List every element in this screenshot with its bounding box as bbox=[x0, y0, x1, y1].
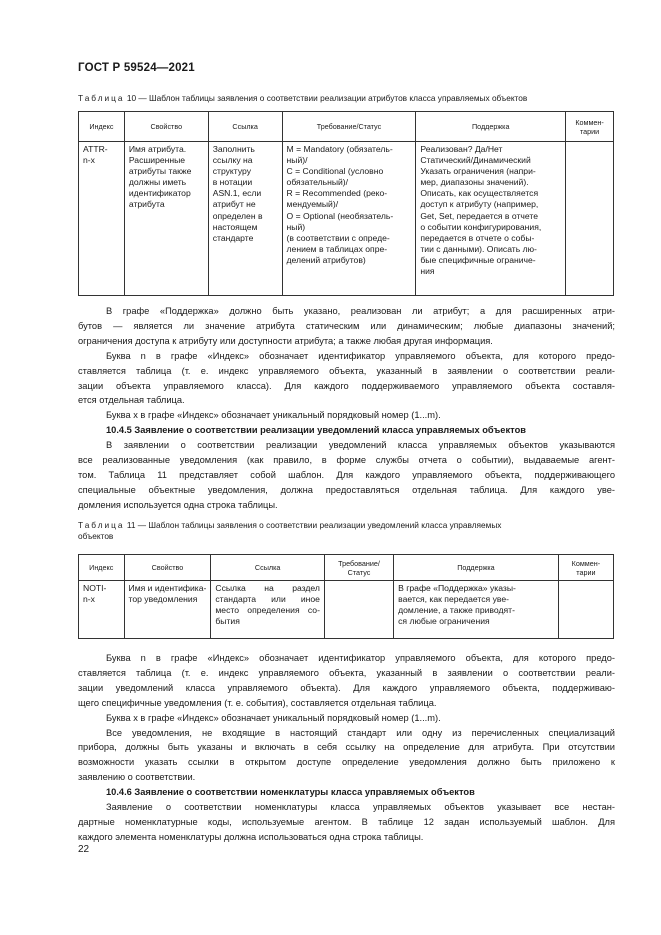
cell-text-line: Заполнить bbox=[212, 144, 255, 154]
table10-row bbox=[79, 142, 614, 296]
table11-header-requirement bbox=[324, 555, 393, 581]
body-text-line: зации уведомлений класса управляемого объекта). Для каждого управляемого объекта, поддерживаю- bbox=[78, 682, 615, 693]
table11-header-row bbox=[79, 555, 614, 581]
body-text-line: домления используется одна строка таблицы. bbox=[78, 499, 278, 510]
header-text-line: Требование/ bbox=[338, 558, 380, 568]
table11-cell-comments bbox=[558, 581, 613, 639]
cell-text-line: С = Conditional (условно bbox=[286, 166, 384, 177]
table11-cell-reference bbox=[211, 581, 325, 639]
cell-text-line: атрибут не bbox=[212, 199, 256, 210]
header-text-line: Требование/Статус bbox=[316, 122, 382, 131]
cell-text-line: Ссылка на раздел bbox=[215, 583, 320, 593]
table10-cell-reference bbox=[208, 142, 282, 296]
cell-text-line: о событии конфигурирования, bbox=[420, 221, 542, 232]
body-text-line: В графе «Поддержка» должно быть указано, реализован ли атрибут; а для расширенных атри- bbox=[106, 306, 615, 316]
body-text-line: Заявление о соответствии номенклатуры класса управляемых объектов указывает все нестан- bbox=[106, 802, 615, 813]
cell-text-line: тии с данными). Описать лю- bbox=[420, 243, 537, 254]
body-text-line: возможности указать ссылки в открытом доступе определение уведомления должно быть приложено к bbox=[78, 757, 615, 768]
cell-text-line: в нотации bbox=[212, 177, 253, 188]
cell-text-line: Реализован? Да/Нет bbox=[420, 144, 503, 154]
section-heading: 10.4.6 Заявление о соответствии номенклатуры класса управляемых объектов bbox=[106, 787, 475, 798]
standard-header: ГОСТ Р 59524—2021 bbox=[78, 62, 195, 74]
cell-text-line: ный)/ bbox=[286, 155, 308, 166]
body-text-line: Буква x в графе «Индекс» обозначает уникальный порядковый номер (1...m). bbox=[106, 410, 441, 421]
body-text-line: заявлению о соответствии. bbox=[78, 772, 196, 783]
table10-cell-requirement bbox=[282, 142, 416, 296]
page-number: 22 bbox=[78, 844, 90, 855]
table11-cell-index bbox=[79, 581, 125, 639]
cell-text-line: передается в отчете о собы- bbox=[420, 232, 535, 243]
table11-header-index bbox=[79, 555, 125, 581]
cell-text-line: вается, как передается уве- bbox=[398, 594, 509, 605]
table11-caption bbox=[78, 520, 618, 542]
cell-text-line: ATTR- bbox=[83, 144, 108, 154]
table11-header-property bbox=[124, 555, 211, 581]
body-text-line: все реализованные уведомления (как правило, в форме службы отчета о событии), выдаваемые агент- bbox=[78, 455, 615, 466]
table11-cell-property bbox=[124, 581, 211, 639]
body-text-line: бутов — является ли значение атрибута статическим или динамическим; любые диапазоны значений; bbox=[78, 320, 615, 331]
cell-text-line: ASN.1, если bbox=[212, 188, 262, 199]
cell-text-line: NOTI- bbox=[83, 583, 107, 593]
header-text-line: Ссылка bbox=[254, 563, 281, 572]
body-text-line: прибора, должны быть указаны и включать в себя ссылку на определение для атрибута. При отсутствии bbox=[78, 742, 615, 753]
body-text-line: Буква x в графе «Индекс» обозначает уникальный порядковый номер (1...m). bbox=[106, 712, 441, 723]
body-text-line: ограничения доступа к атрибуту или доступности атрибута; а также любая другая информация. bbox=[78, 335, 493, 346]
cell-text-line: (в соответствии с опреде- bbox=[286, 232, 390, 243]
cell-text-line: Описать, как осуществляется bbox=[420, 188, 539, 199]
cell-text-line: Get, Set, передается в отчете bbox=[420, 210, 538, 221]
table10-cell-comments bbox=[566, 142, 614, 296]
body-text-line: ставляется таблица (т. е. индекс управляемого объекта, указанный в заявлении о соответствии реали- bbox=[78, 667, 615, 678]
header-text-line: Свойство bbox=[150, 122, 183, 131]
header-text-line: Индекс bbox=[89, 563, 114, 572]
table10-header-property bbox=[124, 112, 208, 142]
table10-caption-label: Таблица bbox=[78, 93, 125, 103]
cell-text-line: Имя и идентифика- bbox=[128, 583, 207, 593]
body-text-line: ставляется таблица (т. е. индекс управляемого объекта, указанный в заявлении о соответствии реали- bbox=[78, 365, 615, 376]
header-text-line: тарии bbox=[576, 567, 596, 577]
body-text-line: щего специфичные уведомления (т. е. события), составляется отдельная таблица. bbox=[78, 697, 437, 708]
cell-text-line: тор уведомления bbox=[128, 594, 198, 605]
cell-text-line: доступ к атрибуту (например, bbox=[420, 199, 539, 210]
body-text-line: каждого элемента номенклатуры должна использоваться одна строка таблицы. bbox=[78, 831, 424, 842]
cell-text-line: ся любые ограничения bbox=[398, 616, 490, 627]
cell-text-line: ния bbox=[420, 266, 435, 277]
header-text-line: Коммен- bbox=[571, 558, 601, 568]
header-text-line: Статус bbox=[347, 567, 371, 577]
table10-header-reference bbox=[208, 112, 282, 142]
table11-cell-requirement bbox=[324, 581, 393, 639]
cell-text-line: делений атрибутов) bbox=[286, 254, 366, 265]
cell-text-line: настоящем bbox=[212, 221, 258, 232]
cell-text-line: Расширенные bbox=[128, 155, 186, 166]
section-heading: 10.4.5 Заявление о соответствии реализации уведомлений класса управляемых объектов bbox=[106, 425, 526, 436]
cell-text-line: определен в bbox=[212, 210, 263, 221]
table11-cell-support bbox=[394, 581, 559, 639]
cell-text-line: стандарте bbox=[212, 232, 254, 243]
cell-text-line: M = Mandatory (обязатель- bbox=[286, 144, 393, 154]
body-text-line: ется отдельная таблица. bbox=[78, 395, 185, 406]
cell-text-line: Имя атрибута. bbox=[128, 144, 187, 154]
table10-cell-index bbox=[79, 142, 125, 296]
table11-caption-text: 11 — Шаблон таблицы заявления о соответствии реализации уведомлений класса управляемых bbox=[124, 520, 502, 530]
table10-caption-text: 10 — Шаблон таблицы заявления о соответствии реализации атрибутов класса управляемых объектов bbox=[124, 93, 528, 103]
table10-header-index bbox=[79, 112, 125, 142]
cell-text-line: n-x bbox=[83, 155, 95, 166]
body-block-2 bbox=[78, 651, 615, 845]
table11-row bbox=[79, 581, 614, 639]
table11-header-support bbox=[394, 555, 559, 581]
cell-text-line: атрибута bbox=[128, 199, 165, 210]
header-text-line: Поддержка bbox=[471, 122, 510, 131]
cell-text-line: бытия bbox=[215, 616, 240, 627]
body-text-line: зации объекта управляемого класса). Для каждого поддерживаемого управляемого объекта составля- bbox=[78, 380, 615, 391]
header-text-line: Поддержка bbox=[457, 563, 495, 572]
cell-text-line: R = Recommended (реко- bbox=[286, 188, 388, 199]
table11 bbox=[78, 554, 614, 639]
table11-caption-label: Таблица bbox=[78, 520, 125, 530]
table11-caption-line1 bbox=[78, 520, 618, 531]
cell-text-line: О = Optional (необязатель- bbox=[286, 210, 394, 221]
cell-text-line: должны иметь bbox=[128, 177, 187, 188]
body-text-line: Буква n в графе «Индекс» обозначает идентификатор управляемого объекта, для которого предо- bbox=[106, 653, 615, 663]
table10-header-support bbox=[416, 112, 566, 142]
header-text-line: Коммен- bbox=[575, 117, 604, 127]
table11-caption-line2: объектов bbox=[78, 531, 114, 541]
body-text-line: В заявлении о соответствии реализации уведомлений класса управляемых объектов указываются bbox=[106, 440, 615, 451]
body-text-line: специальные объектные уведомления, должна предоставляться отдельная таблица. Для каждого уве- bbox=[78, 484, 615, 495]
body-text-line: дартные номенклатурные коды, используемые агентом. В таблице 12 задан используемый шаблон. Для bbox=[78, 816, 615, 827]
table10-header-requirement bbox=[282, 112, 416, 142]
cell-text-line: атрибуты также bbox=[128, 166, 192, 177]
table10 bbox=[78, 111, 614, 296]
cell-text-line: обязательный)/ bbox=[286, 177, 349, 188]
table11-header-comments bbox=[558, 555, 613, 581]
table11-header-reference bbox=[211, 555, 325, 581]
cell-text-line: лением в таблицах опре- bbox=[286, 243, 388, 254]
table10-caption bbox=[78, 93, 618, 104]
cell-text-line: мендуемый)/ bbox=[286, 199, 339, 210]
table10-cell-support bbox=[416, 142, 566, 296]
cell-text-line: Указать ограничения (напри- bbox=[420, 166, 536, 177]
cell-text-line: ный) bbox=[286, 221, 306, 232]
cell-text-line: идентификатор bbox=[128, 188, 191, 199]
cell-text-line: В графе «Поддержка» указы- bbox=[398, 583, 516, 593]
body-block-1 bbox=[78, 304, 615, 513]
header-text-line: Индекс bbox=[89, 122, 114, 131]
cell-text-line: домление, а также приводят- bbox=[398, 605, 515, 616]
body-text-line: Буква n в графе «Индекс» обозначает идентификатор управляемого объекта, для которого предо- bbox=[106, 350, 615, 361]
body-text-line: том. Таблица 11 представляет собой шаблон. Для каждого управляемого объекта, поддерживающего bbox=[78, 469, 615, 480]
cell-text-line: место определения со- bbox=[215, 605, 320, 616]
cell-text-line: структуру bbox=[212, 166, 252, 177]
body-text-line: Все уведомления, не входящие в настоящий стандарт или одну из перечисленных специализаций bbox=[106, 727, 615, 738]
header-text-line: Ссылка bbox=[232, 122, 258, 131]
cell-text-line: стандарта или иное bbox=[215, 594, 320, 605]
table10-cell-property bbox=[124, 142, 208, 296]
header-text-line: Свойство bbox=[151, 563, 184, 572]
header-text-line: тарии bbox=[579, 126, 600, 136]
cell-text-line: ссылку на bbox=[212, 155, 253, 166]
table10-header-comments bbox=[566, 112, 614, 142]
cell-text-line: мер, диапазоны значений). bbox=[420, 177, 529, 188]
table10-header-row bbox=[79, 112, 614, 142]
cell-text-line: бые специфичные ограниче- bbox=[420, 254, 536, 265]
cell-text-line: Статический/Динамический bbox=[420, 155, 531, 166]
cell-text-line: n-x bbox=[83, 594, 95, 605]
